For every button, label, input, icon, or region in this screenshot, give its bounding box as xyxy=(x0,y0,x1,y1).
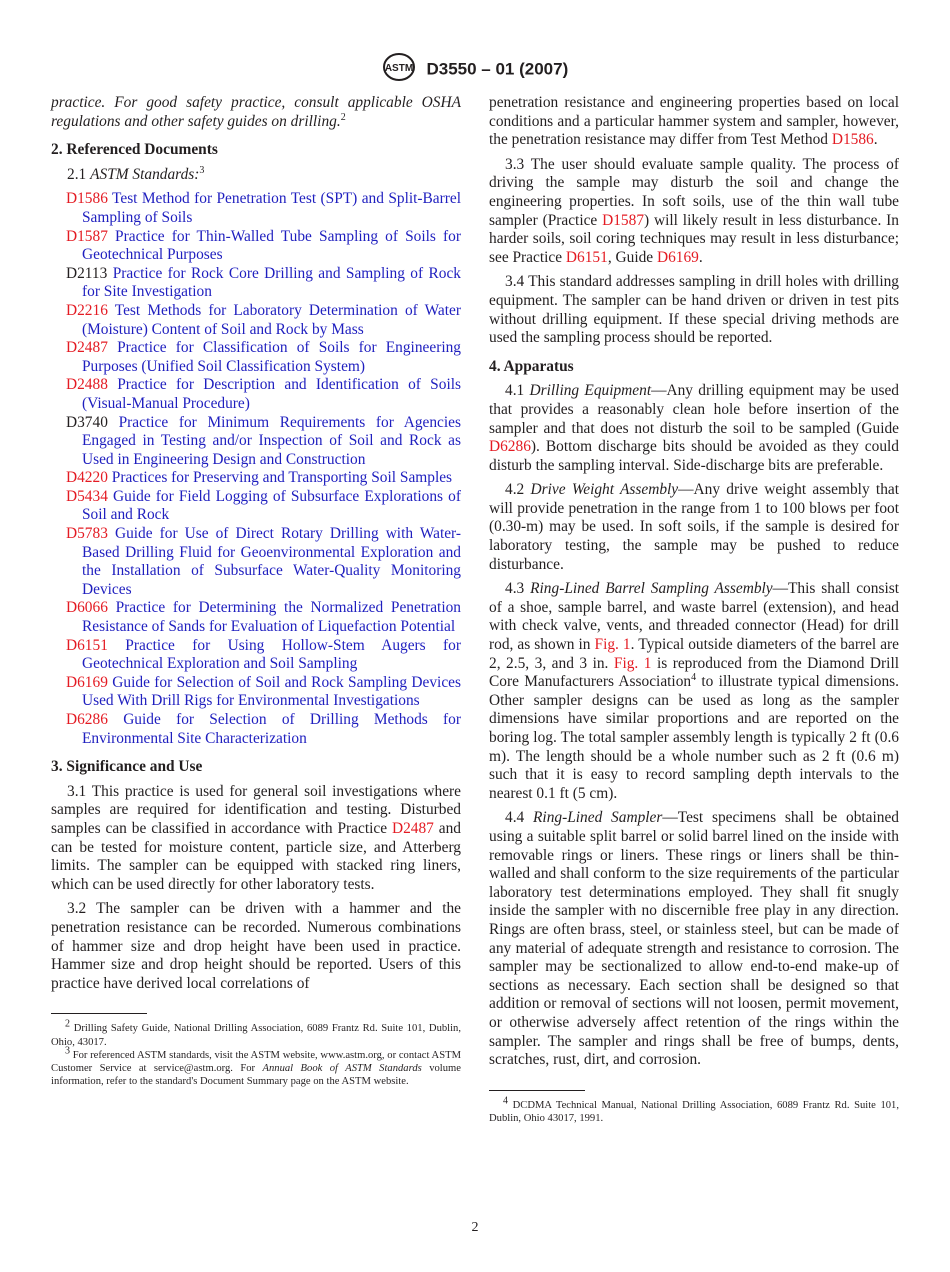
reference-code[interactable]: D6151 xyxy=(66,636,108,654)
link-fig-1-second[interactable]: Fig. 1 xyxy=(613,654,652,672)
paragraph-4-2: 4.2 Drive Weight Assembly—Any drive weight assembly that will provide penetration in the range from 1 to 100 blows per foot (0.30-m) may be used. In soft soils, if the sample is desired for laboratory testing, the sample may be pushed to reduce disturbance. xyxy=(489,481,899,573)
reference-item xyxy=(51,302,461,339)
document-designation: D3550 – 01 (2007) xyxy=(426,59,569,79)
reference-item xyxy=(51,488,461,525)
link-d6286[interactable]: D6286 xyxy=(489,438,531,456)
reference-item xyxy=(51,339,461,376)
continued-paragraph: penetration resistance and engineering properties based on local conditions and a particular hammer system and sampler, however, the penetration resistance may differ from Test Method D1586. xyxy=(489,94,899,149)
reference-item xyxy=(51,525,461,599)
section-3-heading: 3. Significance and Use xyxy=(51,758,203,776)
paragraph-3-4: 3.4 This standard addresses sampling in drill holes with drilling equipment. The sampler can be hand driven or driven in test pits without drilling equipment. If these special driving methods are used the sampling process should be reported. xyxy=(489,273,899,347)
reference-title-link[interactable]: Test Method for Penetration Test (SPT) and Split-Barrel Sampling of Soils xyxy=(82,190,461,226)
reference-item xyxy=(51,414,461,470)
reference-title-link[interactable]: Practice for Minimum Requirements for Agencies Engaged in Testing and/or Inspection of Soil and Rock as Used in Engineering Design and Construction xyxy=(82,413,461,468)
reference-title-link[interactable]: Practice for Description and Identification of Soils (Visual-Manual Procedure) xyxy=(82,376,461,412)
reference-item xyxy=(51,265,461,302)
reference-item xyxy=(51,228,461,265)
reference-code[interactable]: D6169 xyxy=(66,673,108,691)
paragraph-3-3: 3.3 The user should evaluate sample quality. The process of driving the sample may disturb the soil and change the engineering properties. In soft soils, use of the thin wall tube sampler (Practice D1587) will likely result in less disturbance. In harder soils, soil coring techniques may result in less disturbance; see Practice D6151, Guide D6169. xyxy=(489,155,899,266)
link-d1586[interactable]: D1586 xyxy=(831,131,874,149)
footnote-2: $^2$ Drilling Safety Guide, National Drilling Association, 6089 Frantz Rd. Suite 101, Dublin, Ohio, 43017. xyxy=(51,1018,462,1048)
reference-code[interactable]: D1586 xyxy=(66,190,108,208)
reference-code: D3740 xyxy=(66,413,108,431)
reference-title-link[interactable]: Practice for Using Hollow-Stem Augers for Geotechnical Exploration and Soil Sampling xyxy=(82,636,461,673)
astm-standards-label: 2.1 ASTM Standards:$^3$ xyxy=(67,164,205,183)
footnote-divider xyxy=(51,1013,147,1014)
reference-code[interactable]: D5783 xyxy=(66,525,108,543)
right-column xyxy=(489,94,899,1125)
paragraph-4-3: 4.3 Ring-Lined Barrel Sampling Assembly—This shall consist of a shoe, sample barrel, and waste barrel (extension), and head with check valve, vents, and threaded connector (Head) for drill rod, as shown in Fig. 1. Typical outside diameters of the barrel are 2, 2.5, 3, and 3 in. Fig. 1 is reproduced from the Diamond Drill Core Manufacturers Association$^4$ to illustrate typical dimensions. Other sampler designs can be used as long as the sampler dimensions have similar proportions and are reported on the boring log. The total sampler assembly length is typically 2 ft (0.6 m). The length should be a whole number such as 2 ft (0.6 m) such that it is easy to record sampling depth intervals to the nearest 0.1 ft (5 cm). xyxy=(489,580,900,802)
footnote-4: $^4$ DCDMA Technical Manual, National Drilling Association, 6089 Frantz Rd. Suite 101, Dublin, Ohio 43017, 1991. xyxy=(489,1095,899,1124)
reference-item xyxy=(51,190,461,227)
reference-title-link[interactable]: Practice for Thin-Walled Tube Sampling of Soils for Geotechnical Purposes xyxy=(82,227,461,264)
intro-paragraph: practice. For good safety practice, consult applicable OSHA regulations and other safety guides on drilling.$^2$ xyxy=(51,94,461,130)
reference-title-link[interactable]: Practice for Determining the Normalized Penetration Resistance of Sands for Evaluation of Liquefaction Potential xyxy=(82,599,461,636)
link-fig-1[interactable]: Fig. 1 xyxy=(594,636,631,654)
reference-code[interactable]: D2487 xyxy=(66,339,108,357)
reference-code[interactable]: D4220 xyxy=(66,469,108,487)
section-2-heading: 2. Referenced Documents xyxy=(51,141,218,159)
reference-title-link[interactable]: Guide for Selection of Soil and Rock Sampling Devices Used With Drill Rigs for Environmental Investigations xyxy=(82,673,461,710)
reference-title-link[interactable]: Guide for Selection of Drilling Methods for Environmental Site Characterization xyxy=(82,711,461,747)
reference-item xyxy=(51,711,461,748)
link-d6151[interactable]: D6151 xyxy=(565,248,608,266)
footnote-3: $^3$ For referenced ASTM standards, visit the ASTM website, www.astm.org, or contact ASTM Customer Service at service@astm.org. For Annual Book of ASTM Standards volume information, refer to the standard's Document Summary page on the ASTM website. xyxy=(51,1045,461,1088)
reference-code: D2113 xyxy=(66,264,108,282)
reference-item xyxy=(51,674,461,711)
reference-item xyxy=(51,637,461,674)
left-column xyxy=(51,94,461,1088)
reference-title-link[interactable]: Guide for Field Logging of Subsurface Explorations of Soil and Rock xyxy=(82,487,461,524)
section-4-heading: 4. Apparatus xyxy=(489,357,574,375)
footnote-divider-right xyxy=(489,1090,585,1091)
paragraph-3-1: 3.1 This practice is used for general soil investigations where samples are required for identification and testing. Disturbed samples can be classified in accordance with Practice D2487 and can be tested for moisture content, particle size, and Atterberg limits. The sampler can be equipped with stacked ring liners, which can be used directly for other laboratory tests. xyxy=(51,782,461,893)
reference-item xyxy=(51,469,461,488)
link-d1587[interactable]: D1587 xyxy=(602,211,645,229)
link-d2487[interactable]: D2487 xyxy=(391,819,434,837)
reference-item xyxy=(51,599,461,636)
page-number: 2 xyxy=(471,1220,479,1235)
reference-code[interactable]: D5434 xyxy=(66,487,108,505)
reference-code[interactable]: D6286 xyxy=(66,711,108,728)
reference-title-link[interactable]: Guide for Use of Direct Rotary Drilling with Water-Based Drilling Fluid for Geoenvironmental Exploration and the Installation of Subsurface Water-Quality Monitoring Devices xyxy=(82,525,461,598)
paragraph-3-2: 3.2 The sampler can be driven with a hammer and the penetration resistance can be recorded. Numerous combinations of hammer size and drop height have been used in practice. Hammer size and drop height should be reported. Users of this practice have derived local correlations of xyxy=(51,900,461,992)
referenced-documents-list xyxy=(51,190,461,748)
reference-code[interactable]: D6066 xyxy=(66,599,108,617)
page-header xyxy=(0,52,950,87)
svg-text:ASTM: ASTM xyxy=(384,63,413,74)
link-d6169[interactable]: D6169 xyxy=(656,248,699,266)
reference-title-link[interactable]: Practices for Preserving and Transporting Soil Samples xyxy=(111,469,453,487)
reference-title-link[interactable]: Test Methods for Laboratory Determination of Water (Moisture) Content of Soil and Rock by Mass xyxy=(82,301,461,338)
reference-title-link[interactable]: Practice for Rock Core Drilling and Sampling of Rock for Site Investigation xyxy=(82,264,461,301)
reference-code[interactable]: D2488 xyxy=(66,376,108,394)
paragraph-4-4: 4.4 Ring-Lined Sampler—Test specimens shall be obtained using a suitable split barrel or solid barrel lined on the inside with removable rings or liners. These rings or liners shall be thin-walled and shall conform to the size requirements of the particular laboratory test determinations employed. They shall fit snugly inside the sampler with no discernible free play in any direction. Rings are often brass, steel, or stainless steel, but can be made of any material of adequate strength and resistance to corrosion. The sampler may be sectionalized to allow end-to-end make-up of sections as necessary. Each section shall be designed so that addition or removal of sections will not loosen, permit movement, or otherwise adversely affect retention of the rings within the sampler. The sampler and rings shall be free of bumps, dents, scratches, rust, dirt, and corrosion. xyxy=(489,809,899,1069)
astm-logo-icon xyxy=(382,52,416,87)
reference-code[interactable]: D1587 xyxy=(66,227,108,245)
reference-title-link[interactable]: Practice for Classification of Soils for Engineering Purposes (Unified Soil Classification System) xyxy=(82,339,461,375)
reference-item xyxy=(51,376,461,413)
paragraph-4-1: 4.1 Drilling Equipment—Any drilling equipment may be used that provides a reasonably clean hole before insertion of the sampler and that does not disturb the soil to be sampled (Guide D6286). Bottom discharge bits should be avoided as they could disturb the sampling interval. Side-discharge bits are preferable. xyxy=(489,382,899,474)
reference-code[interactable]: D2216 xyxy=(66,301,108,319)
